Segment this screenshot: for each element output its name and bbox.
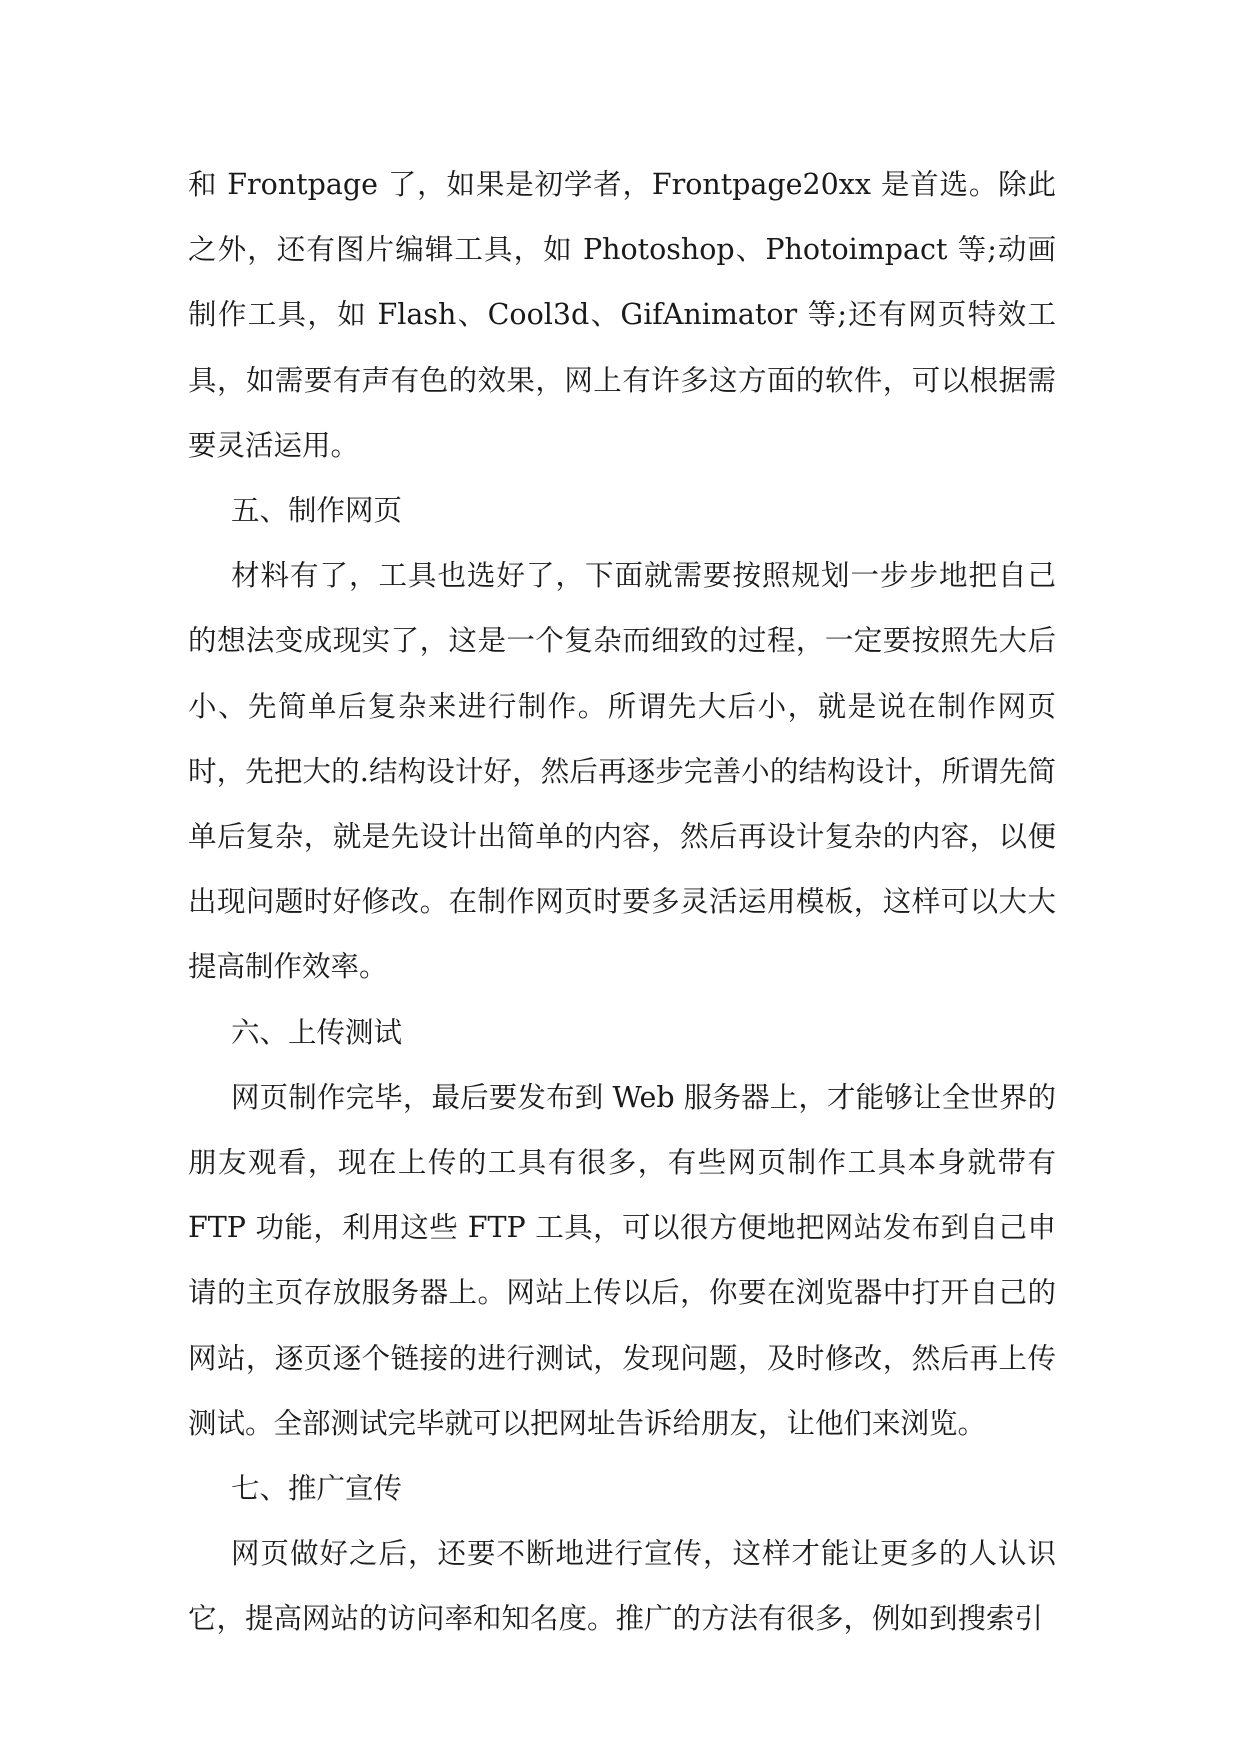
section-heading-upload-test: 六、上传测试 <box>231 1015 403 1049</box>
section-heading-promotion: 七、推广宣传 <box>231 1472 403 1506</box>
section-heading-make-pages: 五、制作网页 <box>231 494 403 528</box>
paragraph-make-pages: 材料有了，工具也选好了，下面就需要按照规划一步步地把自己的想法变成现实了，这是一个复杂而细致的过程，一定要按照先大后小、先简单后复杂来进行制作。所谓先大后小，就是说在制作网页时，先把大的.结构设计好，然后再逐步完善小的结构设计，所谓先简单后复杂，就是先设计出简单的内容，然后再设计复杂的内容，以便出现问题时好修改。在制作网页时要多灵活运用模板，这样可以大大提高制作效率。 <box>188 559 1056 984</box>
paragraph-tools-continued: 和 Frontpage 了，如果是初学者，Frontpage20xx 是首选。除此之外，还有图片编辑工具，如 Photoshop、Photoimpact 等;动画制作工具，如 Flash、Cool3d、GifAnimator 等;还有网页特效工具，如需要有声有色的效果，网上有许多这方面的软件，可以根据需要灵活运用。 <box>188 168 1056 462</box>
paragraph-upload-test: 网页制作完毕，最后要发布到 Web 服务器上，才能够让全世界的朋友观看，现在上传的工具有很多，有些网页制作工具本身就带有 FTP 功能，利用这些 FTP 工具，可以很方便地把网站发布到自己申请的主页存放服务器上。网站上传以后，你要在浏览器中打开自己的网站，逐页逐个链接的进行测试，发现问题，及时修改，然后再上传测试。全部测试完毕就可以把网址告诉给朋友，让他们来浏览。 <box>188 1080 1056 1440</box>
document-body <box>188 152 1056 1652</box>
paragraph-promotion: 网页做好之后，还要不断地进行宣传，这样才能让更多的人认识它，提高网站的访问率和知名度。推广的方法有很多，例如到搜索引 <box>188 1537 1056 1636</box>
